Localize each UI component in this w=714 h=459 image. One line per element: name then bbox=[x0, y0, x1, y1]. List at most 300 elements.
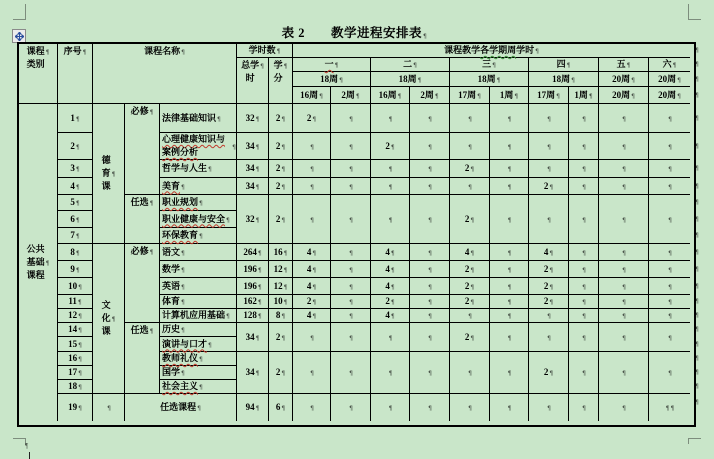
group-label-cell[interactable] bbox=[93, 104, 125, 244]
cell-text: 美育 bbox=[162, 180, 181, 191]
semester-value-cell[interactable] bbox=[649, 394, 690, 421]
semester-value-cell[interactable] bbox=[410, 195, 450, 244]
semester-value-cell[interactable] bbox=[410, 323, 450, 352]
semester-value-cell[interactable] bbox=[371, 394, 410, 421]
header-semester-weeks[interactable] bbox=[371, 72, 450, 87]
course-name-cell[interactable] bbox=[160, 178, 237, 195]
semester-value-cell[interactable] bbox=[371, 160, 410, 178]
cell-end-mark: ¶ bbox=[208, 166, 212, 173]
semester-value-cell[interactable] bbox=[490, 295, 529, 309]
semester-value-cell[interactable] bbox=[529, 309, 569, 323]
course-name-cell[interactable] bbox=[160, 380, 237, 394]
seq-cell[interactable] bbox=[58, 394, 93, 421]
semester-value-cell[interactable] bbox=[490, 178, 529, 195]
semester-value-cell[interactable] bbox=[569, 394, 599, 421]
credits-cell[interactable] bbox=[269, 178, 293, 195]
cell-text: 法律基础知识 bbox=[162, 112, 217, 123]
header-semester-subweeks[interactable] bbox=[331, 87, 371, 104]
seq-cell[interactable] bbox=[58, 380, 93, 394]
cell-end-mark: ¶ bbox=[507, 405, 512, 412]
course-name-cell[interactable] bbox=[160, 309, 237, 323]
credits-cell[interactable] bbox=[269, 244, 293, 261]
elective-label-cell[interactable] bbox=[125, 104, 160, 195]
course-name-cell[interactable] bbox=[160, 228, 237, 244]
credits-cell[interactable] bbox=[269, 160, 293, 178]
cell-end-mark: ¶ bbox=[668, 283, 672, 291]
semester-value-cell[interactable] bbox=[293, 195, 331, 244]
semester-value-cell[interactable] bbox=[331, 104, 371, 133]
header-semester-subweeks[interactable] bbox=[450, 87, 490, 104]
cell-end-mark: ¶ bbox=[334, 62, 339, 69]
semester-value-cell[interactable] bbox=[450, 295, 490, 309]
hours-cell[interactable] bbox=[237, 104, 269, 133]
group-label-cell[interactable] bbox=[93, 244, 125, 394]
semester-value-cell[interactable] bbox=[331, 261, 371, 278]
semester-value-cell[interactable] bbox=[529, 295, 569, 309]
semester-value-cell[interactable] bbox=[490, 261, 529, 278]
semester-value-cell[interactable] bbox=[529, 323, 569, 352]
hours-cell[interactable] bbox=[237, 133, 269, 160]
semester-value-cell[interactable] bbox=[450, 261, 490, 278]
end-of-row-mark: ¶ bbox=[695, 47, 699, 54]
semester-value-cell[interactable] bbox=[331, 160, 371, 178]
semester-value-cell[interactable] bbox=[490, 104, 529, 133]
semester-value-cell[interactable] bbox=[450, 309, 490, 323]
cell-end-mark: ¶ bbox=[281, 183, 286, 191]
header-semester-label[interactable] bbox=[599, 58, 649, 72]
course-name-cell[interactable] bbox=[160, 295, 237, 309]
hours-cell[interactable] bbox=[237, 244, 269, 261]
cell-end-mark: ¶ bbox=[677, 76, 681, 84]
semester-value-cell[interactable] bbox=[569, 352, 599, 394]
seq-cell[interactable] bbox=[58, 278, 93, 295]
semester-value-cell[interactable] bbox=[450, 133, 490, 160]
semester-value-cell[interactable] bbox=[569, 178, 599, 195]
semester-value-cell[interactable] bbox=[331, 278, 371, 295]
header-semester-weeks[interactable] bbox=[293, 72, 371, 87]
seq-cell[interactable] bbox=[58, 244, 93, 261]
end-of-row-mark: ¶ bbox=[695, 232, 699, 239]
semester-value-cell[interactable] bbox=[293, 244, 331, 261]
semester-value-cell[interactable] bbox=[450, 195, 490, 244]
semester-value-cell[interactable] bbox=[599, 160, 649, 178]
seq-cell[interactable] bbox=[58, 104, 93, 133]
semester-value-cell[interactable] bbox=[371, 178, 410, 195]
semester-value-cell[interactable] bbox=[529, 178, 569, 195]
semester-value-cell[interactable] bbox=[410, 178, 450, 195]
semester-value-cell[interactable] bbox=[569, 104, 599, 133]
cell-end-mark: ¶ bbox=[232, 143, 236, 151]
semester-value-cell[interactable] bbox=[410, 104, 450, 133]
semester-value-cell[interactable] bbox=[410, 394, 450, 421]
course-name-cell[interactable] bbox=[160, 195, 237, 211]
semester-value-cell[interactable] bbox=[331, 195, 371, 244]
seq-cell[interactable] bbox=[58, 295, 93, 309]
semester-value-cell[interactable] bbox=[293, 352, 331, 394]
paragraph-mark-after-table: ¶ bbox=[25, 442, 29, 450]
hours-cell[interactable] bbox=[237, 278, 269, 295]
semester-value-cell[interactable] bbox=[599, 133, 649, 160]
credits-cell[interactable] bbox=[269, 394, 293, 421]
header-total-hours[interactable] bbox=[237, 58, 269, 104]
semester-value-cell[interactable] bbox=[599, 104, 649, 133]
hours-cell[interactable] bbox=[237, 195, 269, 244]
cell-end-mark: ¶ bbox=[507, 266, 512, 274]
semester-value-cell[interactable] bbox=[371, 323, 410, 352]
cell-end-mark: ¶ bbox=[535, 48, 539, 55]
semester-value-cell[interactable] bbox=[490, 244, 529, 261]
semester-value-cell[interactable] bbox=[410, 309, 450, 323]
seq-cell[interactable] bbox=[58, 195, 93, 211]
cell-text: 16 bbox=[68, 353, 78, 363]
semester-value-cell[interactable] bbox=[410, 244, 450, 261]
cell-end-mark: ¶ bbox=[428, 299, 432, 306]
seq-cell[interactable] bbox=[58, 366, 93, 380]
semester-value-cell[interactable] bbox=[410, 278, 450, 295]
semester-value-cell[interactable] bbox=[529, 278, 569, 295]
cell-end-mark: ¶ bbox=[199, 384, 203, 391]
seq-cell[interactable] bbox=[58, 309, 93, 323]
cell-end-mark: ¶ bbox=[390, 299, 395, 306]
header-category[interactable] bbox=[19, 44, 58, 104]
semester-value-cell[interactable] bbox=[529, 195, 569, 244]
credits-cell[interactable] bbox=[269, 261, 293, 278]
header-semester-weeks[interactable] bbox=[599, 72, 649, 87]
semester-value-cell[interactable] bbox=[599, 352, 649, 394]
cell-end-mark: ¶ bbox=[549, 283, 554, 291]
hours-cell[interactable] bbox=[237, 295, 269, 309]
header-semester-subweeks[interactable] bbox=[490, 87, 529, 104]
semester-value-cell[interactable] bbox=[331, 244, 371, 261]
semester-value-cell[interactable] bbox=[293, 133, 331, 160]
semester-value-cell[interactable] bbox=[410, 133, 450, 160]
semester-value-cell[interactable] bbox=[410, 352, 450, 394]
semester-value-cell[interactable] bbox=[599, 278, 649, 295]
hours-cell[interactable] bbox=[237, 261, 269, 278]
seq-cell[interactable] bbox=[58, 337, 93, 352]
semester-value-cell[interactable] bbox=[371, 309, 410, 323]
cell-end-mark: ¶ bbox=[78, 283, 82, 291]
semester-value-cell[interactable] bbox=[529, 104, 569, 133]
semester-value-cell[interactable] bbox=[490, 323, 529, 352]
cell-text: 15 bbox=[68, 338, 78, 349]
semester-value-cell[interactable] bbox=[649, 178, 690, 195]
semester-value-cell[interactable] bbox=[293, 104, 331, 133]
header-semester-subweeks[interactable] bbox=[649, 87, 690, 104]
cell-end-mark: ¶ bbox=[349, 216, 353, 224]
course-name-cell[interactable] bbox=[160, 244, 237, 261]
seq-cell[interactable] bbox=[58, 352, 93, 366]
semester-value-cell[interactable] bbox=[293, 394, 331, 421]
semester-value-cell[interactable] bbox=[599, 195, 649, 244]
semester-value-cell[interactable] bbox=[599, 309, 649, 323]
cell-end-mark: ¶ bbox=[397, 92, 402, 100]
semester-value-cell[interactable] bbox=[599, 394, 649, 421]
course-name-cell[interactable] bbox=[160, 261, 237, 278]
semester-value-cell[interactable] bbox=[331, 178, 371, 195]
header-semester-subweeks[interactable] bbox=[371, 87, 410, 104]
cell-end-mark: ¶ bbox=[547, 216, 551, 224]
semester-value-cell[interactable] bbox=[371, 352, 410, 394]
cell-text: 历史 bbox=[162, 324, 181, 334]
cell-text: 国学 bbox=[162, 367, 181, 377]
cell-end-mark: ¶ bbox=[388, 166, 393, 173]
course-name-cell[interactable] bbox=[160, 211, 237, 228]
cell-end-mark: ¶ bbox=[549, 266, 554, 274]
seq-cell[interactable] bbox=[58, 178, 93, 195]
semester-value-cell[interactable] bbox=[293, 309, 331, 323]
semester-value-cell[interactable] bbox=[371, 261, 410, 278]
cell-end-mark: ¶ bbox=[312, 249, 317, 257]
semester-value-cell[interactable] bbox=[649, 195, 690, 244]
semester-value-cell[interactable] bbox=[371, 104, 410, 133]
semester-value-cell[interactable] bbox=[450, 394, 490, 421]
header-course-name[interactable] bbox=[93, 44, 237, 104]
cell-end-mark: ¶ bbox=[670, 405, 675, 412]
semester-value-cell[interactable] bbox=[450, 352, 490, 394]
header-semester-weeks[interactable] bbox=[450, 72, 529, 87]
cell-end-mark: ¶ bbox=[547, 115, 551, 123]
header-semester-subweeks[interactable] bbox=[529, 87, 569, 104]
cell-end-mark: ¶ bbox=[549, 299, 554, 306]
semester-value-cell[interactable] bbox=[331, 309, 371, 323]
semester-value-cell[interactable] bbox=[569, 244, 599, 261]
seq-cell[interactable] bbox=[58, 160, 93, 178]
cell-end-mark: ¶ bbox=[428, 166, 432, 173]
cell-end-mark: ¶ bbox=[582, 313, 586, 320]
cell-end-mark: ¶ bbox=[349, 370, 353, 377]
semester-value-cell[interactable] bbox=[649, 261, 690, 278]
cell-text: 五 bbox=[616, 59, 626, 69]
semester-value-cell[interactable] bbox=[529, 244, 569, 261]
cell-end-mark: ¶ bbox=[181, 249, 185, 257]
table-caption[interactable]: 表 2 教学进程安排表¶ bbox=[281, 26, 428, 40]
course-name-cell[interactable] bbox=[160, 366, 237, 380]
seq-cell[interactable] bbox=[58, 261, 93, 278]
elective-label-cell[interactable] bbox=[125, 244, 160, 323]
hours-cell[interactable] bbox=[237, 394, 269, 421]
header-semester-label[interactable] bbox=[450, 58, 529, 72]
semester-value-cell[interactable] bbox=[410, 160, 450, 178]
cell-text: 17 bbox=[68, 367, 78, 377]
semester-value-cell[interactable] bbox=[649, 309, 690, 323]
cell-end-mark: ¶ bbox=[78, 327, 82, 334]
cell-end-mark: ¶ bbox=[390, 143, 395, 151]
semester-value-cell[interactable] bbox=[371, 278, 410, 295]
semester-value-cell[interactable] bbox=[450, 160, 490, 178]
header-semester-label[interactable] bbox=[529, 58, 599, 72]
header-semester-label[interactable] bbox=[371, 58, 450, 72]
semester-value-cell[interactable] bbox=[569, 160, 599, 178]
semester-value-cell[interactable] bbox=[529, 352, 569, 394]
category-cell[interactable] bbox=[19, 104, 58, 421]
semester-value-cell[interactable] bbox=[410, 261, 450, 278]
semester-value-cell[interactable] bbox=[569, 295, 599, 309]
semester-value-cell[interactable] bbox=[649, 352, 690, 394]
group-label-cell[interactable] bbox=[93, 394, 125, 421]
hours-cell[interactable] bbox=[237, 323, 269, 352]
credits-cell[interactable] bbox=[269, 309, 293, 323]
course-name-cell[interactable] bbox=[160, 352, 237, 366]
semester-value-cell[interactable] bbox=[599, 244, 649, 261]
semester-value-cell[interactable] bbox=[490, 278, 529, 295]
cell-end-mark: ¶ bbox=[549, 249, 554, 257]
credits-cell[interactable] bbox=[269, 352, 293, 394]
semester-value-cell[interactable] bbox=[331, 323, 371, 352]
cell-end-mark: ¶ bbox=[582, 143, 586, 151]
cell-text: 16 bbox=[273, 246, 283, 257]
semester-value-cell[interactable] bbox=[569, 309, 599, 323]
course-name-cell[interactable] bbox=[160, 104, 237, 133]
header-semester-weeks[interactable] bbox=[649, 72, 690, 87]
header-weekly-hours[interactable] bbox=[293, 44, 690, 58]
semester-value-cell[interactable] bbox=[490, 394, 529, 421]
semester-value-cell[interactable] bbox=[331, 133, 371, 160]
semester-value-cell[interactable] bbox=[490, 309, 529, 323]
semester-value-cell[interactable] bbox=[450, 104, 490, 133]
semester-value-cell[interactable] bbox=[529, 160, 569, 178]
cell-end-mark: ¶ bbox=[349, 183, 353, 191]
hours-cell[interactable] bbox=[237, 160, 269, 178]
semester-value-cell[interactable] bbox=[569, 278, 599, 295]
header-hours[interactable] bbox=[237, 44, 293, 58]
semester-value-cell[interactable] bbox=[569, 195, 599, 244]
cell-end-mark: ¶ bbox=[75, 115, 80, 123]
cell-end-mark: ¶ bbox=[507, 313, 512, 320]
cell-end-mark: ¶ bbox=[349, 405, 353, 412]
semester-value-cell[interactable] bbox=[371, 295, 410, 309]
cell-end-mark: ¶ bbox=[78, 405, 82, 412]
semester-value-cell[interactable] bbox=[569, 261, 599, 278]
header-semester-label[interactable] bbox=[293, 58, 371, 72]
cell-text: 2 bbox=[464, 163, 470, 173]
semester-value-cell[interactable] bbox=[649, 323, 690, 352]
semester-value-cell[interactable] bbox=[293, 323, 331, 352]
cell-end-mark: ¶ bbox=[339, 76, 343, 84]
semester-value-cell[interactable] bbox=[649, 295, 690, 309]
cell-text: 18周 bbox=[477, 73, 496, 84]
semester-value-cell[interactable] bbox=[490, 352, 529, 394]
cell-text: 2 bbox=[275, 213, 281, 224]
elective-label-cell[interactable] bbox=[125, 323, 160, 394]
seq-cell[interactable] bbox=[58, 211, 93, 228]
semester-value-cell[interactable] bbox=[490, 133, 529, 160]
cell-text: 二 bbox=[403, 59, 413, 69]
semester-value-cell[interactable] bbox=[450, 244, 490, 261]
semester-value-cell[interactable] bbox=[293, 160, 331, 178]
semester-value-cell[interactable] bbox=[371, 244, 410, 261]
cell-text: 2 bbox=[275, 331, 281, 342]
semester-value-cell[interactable] bbox=[649, 104, 690, 133]
course-name-cell[interactable] bbox=[160, 337, 237, 352]
semester-value-cell[interactable] bbox=[410, 295, 450, 309]
cell-end-mark: ¶ bbox=[428, 143, 432, 151]
cell-end-mark: ¶ bbox=[75, 200, 80, 207]
credits-cell[interactable] bbox=[269, 133, 293, 160]
course-name-cell[interactable] bbox=[125, 394, 237, 421]
cell-text: 20周 bbox=[612, 89, 631, 100]
cell-end-mark: ¶ bbox=[312, 313, 317, 320]
credits-cell[interactable] bbox=[269, 323, 293, 352]
seq-cell[interactable] bbox=[58, 133, 93, 160]
header-semester-subweeks[interactable] bbox=[599, 87, 649, 104]
header-semester-subweeks[interactable] bbox=[569, 87, 599, 104]
cell-end-mark: ¶ bbox=[428, 370, 432, 377]
cell-end-mark: ¶ bbox=[582, 370, 586, 377]
cell-end-mark: ¶ bbox=[547, 143, 551, 151]
semester-value-cell[interactable] bbox=[649, 160, 690, 178]
semester-value-cell[interactable] bbox=[371, 195, 410, 244]
cell-end-mark: ¶ bbox=[111, 171, 116, 178]
semester-value-cell[interactable] bbox=[649, 278, 690, 295]
credits-cell[interactable] bbox=[269, 104, 293, 133]
credits-cell[interactable] bbox=[269, 195, 293, 244]
cell-end-mark: ¶ bbox=[82, 49, 87, 56]
cell-end-mark: ¶ bbox=[428, 216, 432, 224]
semester-value-cell[interactable] bbox=[331, 352, 371, 394]
course-name-cell[interactable] bbox=[160, 160, 237, 178]
semester-value-cell[interactable] bbox=[293, 295, 331, 309]
semester-value-cell[interactable] bbox=[599, 178, 649, 195]
semester-value-cell[interactable] bbox=[529, 394, 569, 421]
cell-end-mark: ¶ bbox=[571, 76, 575, 84]
header-semester-label[interactable] bbox=[649, 58, 690, 72]
semester-value-cell[interactable] bbox=[529, 261, 569, 278]
semester-value-cell[interactable] bbox=[490, 160, 529, 178]
semester-value-cell[interactable] bbox=[649, 244, 690, 261]
semester-value-cell[interactable] bbox=[569, 133, 599, 160]
text-cursor bbox=[29, 452, 30, 459]
header-semester-weeks[interactable] bbox=[529, 72, 599, 87]
semester-value-cell[interactable] bbox=[331, 394, 371, 421]
header-semester-subweeks[interactable] bbox=[410, 87, 450, 104]
semester-value-cell[interactable] bbox=[371, 133, 410, 160]
semester-value-cell[interactable] bbox=[450, 278, 490, 295]
semester-value-cell[interactable] bbox=[529, 133, 569, 160]
semester-value-cell[interactable] bbox=[293, 261, 331, 278]
cell-end-mark: ¶ bbox=[514, 92, 519, 100]
seq-cell[interactable] bbox=[58, 323, 93, 337]
elective-label-cell[interactable] bbox=[125, 195, 160, 244]
semester-value-cell[interactable] bbox=[599, 261, 649, 278]
header-credit[interactable] bbox=[269, 58, 293, 104]
course-name-cell[interactable] bbox=[160, 323, 237, 337]
cell-text: 2 bbox=[385, 140, 390, 151]
semester-value-cell[interactable] bbox=[331, 295, 371, 309]
course-name-cell[interactable] bbox=[160, 278, 237, 295]
semester-value-cell[interactable] bbox=[293, 178, 331, 195]
course-name-cell[interactable] bbox=[160, 133, 237, 160]
hours-cell[interactable] bbox=[237, 309, 269, 323]
credits-cell[interactable] bbox=[269, 295, 293, 309]
semester-value-cell[interactable] bbox=[569, 323, 599, 352]
semester-value-cell[interactable] bbox=[450, 178, 490, 195]
hours-cell[interactable] bbox=[237, 178, 269, 195]
header-seq[interactable] bbox=[58, 44, 93, 104]
seq-cell[interactable] bbox=[58, 228, 93, 244]
hours-cell[interactable] bbox=[237, 352, 269, 394]
credits-cell[interactable] bbox=[269, 278, 293, 295]
cell-end-mark: ¶ bbox=[257, 313, 262, 320]
cell-text: 17周 bbox=[537, 89, 556, 100]
semester-value-cell[interactable] bbox=[490, 195, 529, 244]
semester-value-cell[interactable] bbox=[599, 295, 649, 309]
semester-value-cell[interactable] bbox=[293, 278, 331, 295]
semester-value-cell[interactable] bbox=[599, 323, 649, 352]
semester-value-cell[interactable] bbox=[649, 133, 690, 160]
header-semester-subweeks[interactable] bbox=[293, 87, 331, 104]
semester-value-cell[interactable] bbox=[450, 323, 490, 352]
